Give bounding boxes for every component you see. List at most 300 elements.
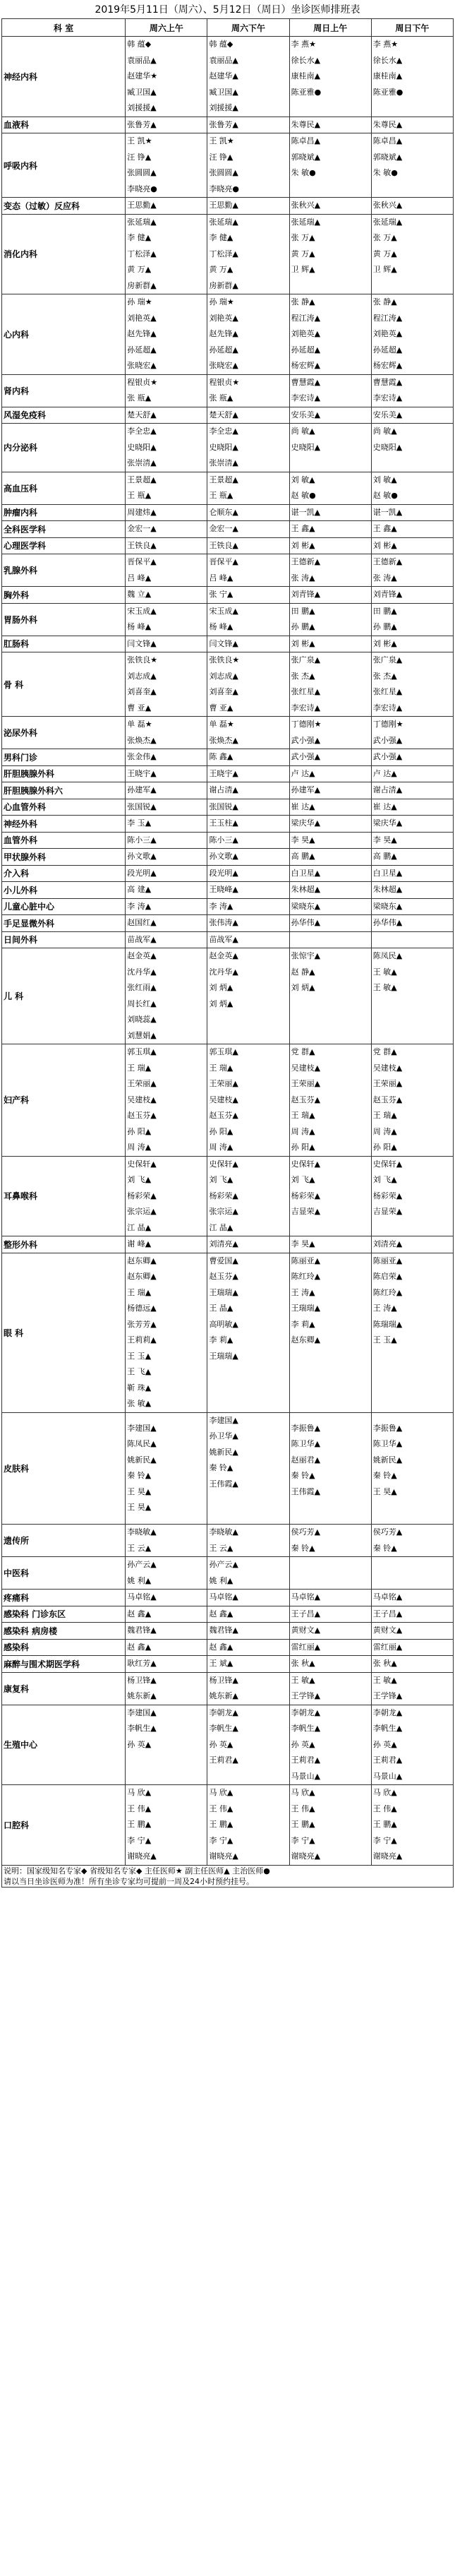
doctor-name: 谢晓亮▲ — [209, 1852, 238, 1861]
doctor-name: 赵玉芬▲ — [291, 1095, 321, 1104]
doctor-name: 史保轩▲ — [372, 1159, 403, 1169]
doctor-name: 刘 飞▲ — [209, 1175, 233, 1184]
doctor-name: 李 涛▲ — [127, 901, 152, 911]
doctor-slot — [207, 799, 289, 816]
doctor-name: 侯巧芳▲ — [372, 1527, 403, 1537]
dept-name: 疼痛科 — [2, 1590, 126, 1606]
doctor-name: 赵丽君▲ — [291, 1455, 321, 1465]
doctor-name: 王 昊▲ — [372, 1486, 397, 1496]
doctor-name — [373, 1364, 451, 1381]
doctor-slot — [371, 1412, 453, 1525]
doctor-slot — [126, 898, 207, 915]
table-row — [2, 1557, 454, 1590]
dept-name: 血液科 — [2, 117, 126, 133]
doctor-name — [373, 1012, 451, 1028]
doctor-slot — [207, 816, 289, 833]
doctor-name: 曹爱国▲ — [209, 1256, 238, 1265]
doctor-name: 刘 敏▲ — [291, 475, 315, 484]
doctor-name: 姚新民▲ — [372, 1455, 403, 1465]
doctor-name: 王 凯★ — [127, 136, 152, 145]
doctor-name: 李 玉▲ — [127, 818, 152, 828]
doctor-name: 张广泉▲ — [291, 655, 321, 664]
doctor-name: 魏君锋▲ — [209, 1626, 238, 1635]
table-row — [2, 603, 454, 636]
doctor-slot — [371, 587, 453, 604]
doctor-name — [373, 1028, 451, 1044]
doctor-slot — [371, 1705, 453, 1785]
doctor-name: 武小强▲ — [372, 752, 403, 761]
dept-name: 肝胆胰腺外科 — [2, 765, 126, 782]
doctor-slot — [207, 865, 289, 882]
doctor-name — [291, 996, 370, 1013]
doctor-name: 徐长水▲ — [372, 55, 403, 65]
doctor-name: 王 伟▲ — [372, 1803, 397, 1813]
doctor-name: 秦 铃▲ — [291, 1471, 315, 1481]
doctor-slot — [371, 832, 453, 849]
doctor-name: 金宏一▲ — [209, 524, 238, 533]
doctor-name: 尚 敏▲ — [291, 427, 315, 436]
doctor-name: 谢 峰▲ — [127, 1239, 152, 1248]
doctor-name: 高 建▲ — [127, 885, 152, 894]
doctor-name: 杨 峰▲ — [209, 622, 233, 631]
table-row — [2, 1156, 454, 1236]
doctor-name: 王 瑞▲ — [372, 1111, 397, 1120]
doctor-slot — [289, 587, 371, 604]
doctor-name: 张崇清▲ — [127, 458, 157, 467]
doctor-slot — [126, 717, 207, 749]
doctor-name: 李朝龙▲ — [209, 1707, 238, 1717]
doctor-name: 丁德刚★ — [291, 720, 322, 729]
doctor-name: 王 瓶▲ — [127, 491, 152, 500]
doctor-slot — [207, 472, 289, 504]
doctor-slot — [371, 407, 453, 424]
doctor-name: 马卓铭▲ — [291, 1592, 321, 1602]
table-row — [2, 931, 454, 948]
doctor-slot — [207, 1412, 289, 1525]
doctor-name: 沈丹华▲ — [209, 967, 238, 977]
doctor-slot — [289, 374, 371, 407]
doctor-name: 孙建军▲ — [127, 785, 157, 794]
doctor-slot — [371, 882, 453, 899]
doctor-name: 马卓铭▲ — [127, 1592, 157, 1602]
doctor-name: 王 凯★ — [209, 136, 234, 145]
doctor-name: 杨彩荣▲ — [209, 1191, 238, 1200]
doctor-name: 王 昊▲ — [127, 1503, 152, 1513]
doctor-slot — [207, 1639, 289, 1656]
doctor-name: 马 欣▲ — [209, 1788, 233, 1797]
table-row — [2, 1785, 454, 1866]
doctor-name: 袁丽品▲ — [127, 55, 157, 65]
table-row — [2, 1656, 454, 1673]
doctor-name: 陈凤民▲ — [372, 951, 403, 960]
table-row — [2, 554, 454, 587]
doctor-name: 康桂南▲ — [291, 71, 321, 80]
doctor-name: 张 涛▲ — [372, 573, 397, 583]
doctor-slot — [207, 537, 289, 554]
doctor-name: 卫 辉▲ — [372, 265, 397, 274]
doctor-slot — [207, 849, 289, 866]
doctor-name: 田 鹏▲ — [372, 606, 397, 616]
doctor-name: 谢占清▲ — [209, 785, 238, 794]
doctor-slot — [207, 554, 289, 587]
dept-name: 心血管外科 — [2, 799, 126, 816]
doctor-name: 马景山▲ — [372, 1771, 403, 1781]
doctor-slot — [207, 1656, 289, 1673]
doctor-name: 赵 敏● — [372, 491, 398, 500]
doctor-slot — [289, 472, 371, 504]
doctor-name — [291, 1364, 370, 1381]
doctor-name: 史保轩▲ — [291, 1159, 321, 1169]
doctor-name: 马 欣▲ — [127, 1788, 152, 1797]
doctor-name: 王 敏▲ — [372, 1675, 397, 1685]
doctor-name: 孙延超▲ — [291, 345, 321, 354]
doctor-name: 王 瑞▲ — [127, 1063, 152, 1073]
doctor-name: 刘 彬▲ — [291, 638, 315, 648]
doctor-name: 周 涛▲ — [372, 1126, 397, 1136]
doctor-name: 王 瓶▲ — [209, 491, 233, 500]
doctor-name: 张 瓶▲ — [209, 393, 233, 402]
doctor-name: 王学锋▲ — [291, 1691, 321, 1700]
doctor-slot — [371, 1044, 453, 1157]
table-row — [2, 1236, 454, 1253]
doctor-name: 王 瑞▲ — [209, 1063, 233, 1073]
table-row — [2, 765, 454, 782]
table-row — [2, 374, 454, 407]
doctor-name: 晋保平▲ — [127, 557, 157, 566]
doctor-slot — [371, 504, 453, 521]
doctor-name: 史晓阳▲ — [127, 442, 157, 452]
doctor-name: 刘艳英▲ — [372, 329, 403, 338]
doctor-slot — [207, 636, 289, 652]
doctor-name: 王 鹏▲ — [372, 1820, 397, 1829]
doctor-name: 赵 鑫▲ — [209, 1642, 233, 1652]
doctor-name: 马景山▲ — [291, 1771, 321, 1781]
doctor-name: 刘 炳▲ — [291, 983, 315, 992]
doctor-slot — [289, 214, 371, 294]
doctor-name: 朱尊民▲ — [372, 119, 403, 129]
doctor-name: 梁晓东▲ — [372, 901, 403, 911]
doctor-slot — [126, 198, 207, 215]
doctor-name: 刘喜奎▲ — [127, 687, 157, 696]
doctor-name: 谢晓亮▲ — [127, 1852, 157, 1861]
footer-row — [2, 1865, 454, 1887]
doctor-name — [373, 1349, 451, 1365]
doctor-name: 孙 瑞★ — [127, 297, 152, 306]
doctor-name: 王 玉▲ — [127, 1351, 152, 1361]
doctor-name: 谢占清▲ — [372, 785, 403, 794]
table-row — [2, 294, 454, 375]
doctor-name: 王瑞瑞▲ — [291, 1304, 321, 1313]
doctor-name — [291, 1349, 370, 1365]
doctor-name: 王 鹏▲ — [209, 1820, 233, 1829]
doctor-name — [373, 181, 451, 198]
doctor-slot — [126, 652, 207, 717]
doctor-name: 孙 阳▲ — [127, 1126, 152, 1136]
doctor-name: 房新群▲ — [209, 280, 238, 290]
doctor-name: 李帆生▲ — [127, 1724, 157, 1733]
doctor-name: 王铁良▲ — [127, 540, 157, 550]
table-row — [2, 816, 454, 833]
doctor-name: 陈卓昌▲ — [372, 136, 403, 145]
doctor-name: 高 鹏▲ — [291, 852, 315, 861]
doctor-name: 王 伟▲ — [127, 1803, 152, 1813]
doctor-name: 黄 万▲ — [209, 265, 233, 274]
schedule-table — [1, 18, 454, 1888]
doctor-name: 王荣丽▲ — [127, 1079, 157, 1088]
doctor-name: 白卫星▲ — [291, 868, 321, 878]
schedule-sheet — [1, 1, 454, 1888]
doctor-slot — [207, 133, 289, 198]
doctor-name: 李 宁▲ — [209, 1835, 233, 1845]
doctor-name: 王德新▲ — [372, 557, 403, 566]
doctor-slot — [207, 1623, 289, 1640]
dept-name: 泌尿外科 — [2, 717, 126, 749]
doctor-name: 张 秋▲ — [291, 1659, 315, 1668]
dept-name: 风湿免疫科 — [2, 407, 126, 424]
doctor-slot — [371, 1253, 453, 1412]
doctor-name: 张宗运▲ — [127, 1207, 157, 1216]
table-row — [2, 1705, 454, 1785]
doctor-name: 张晓宏▲ — [209, 361, 238, 370]
doctor-name: 魏 立▲ — [127, 590, 152, 599]
footer-note — [2, 1865, 454, 1887]
doctor-name — [291, 455, 370, 472]
doctor-name: 陈瑞瑞▲ — [372, 1319, 403, 1329]
doctor-name — [209, 1396, 287, 1412]
doctor-name: 姚东新▲ — [127, 1691, 157, 1700]
doctor-slot — [207, 424, 289, 472]
doctor-name: 张 宁▲ — [209, 590, 233, 599]
doctor-name: 王景超▲ — [127, 475, 157, 484]
doctor-slot — [289, 749, 371, 766]
doctor-name: 吴建枝▲ — [127, 1095, 157, 1104]
doctor-name: 史晓阳▲ — [209, 442, 238, 452]
doctor-slot — [207, 1156, 289, 1236]
doctor-name — [291, 1557, 370, 1573]
doctor-name — [291, 1012, 370, 1028]
dept-name: 神经内科 — [2, 37, 126, 117]
table-row — [2, 1412, 454, 1525]
doctor-name: 刘慧娟▲ — [127, 1030, 157, 1040]
table-row — [2, 37, 454, 117]
doctor-name — [291, 1028, 370, 1044]
doctor-slot — [289, 765, 371, 782]
doctor-slot — [207, 1590, 289, 1606]
doctor-slot — [126, 1785, 207, 1866]
doctor-name: 王学锋▲ — [372, 1691, 403, 1700]
table-row — [2, 198, 454, 215]
doctor-slot — [371, 1156, 453, 1236]
doctor-name: 吴建枝▲ — [372, 1063, 403, 1073]
doctor-name: 李宏诗▲ — [372, 393, 403, 402]
dept-name: 妇产科 — [2, 1044, 126, 1157]
dept-name: 手足显微外科 — [2, 915, 126, 932]
doctor-name: 孙 英▲ — [127, 1739, 152, 1749]
doctor-slot — [126, 849, 207, 866]
doctor-name — [209, 1012, 287, 1028]
table-row — [2, 1044, 454, 1157]
doctor-name: 吴建枝▲ — [209, 1095, 238, 1104]
doctor-slot — [371, 849, 453, 866]
doctor-slot — [207, 1044, 289, 1157]
doctor-name: 王德新▲ — [291, 557, 321, 566]
doctor-name: 王 鑫▲ — [372, 524, 397, 533]
doctor-name: 陈红玲▲ — [291, 1272, 321, 1281]
doctor-slot — [126, 1044, 207, 1157]
doctor-name: 宋玉成▲ — [209, 606, 238, 616]
doctor-name: 周长红▲ — [127, 998, 157, 1008]
doctor-name: 王瑞瑞▲ — [209, 1351, 238, 1361]
doctor-slot — [207, 832, 289, 849]
doctor-slot — [371, 717, 453, 749]
doctor-slot — [126, 948, 207, 1044]
dept-name: 肝胆胰腺外科六 — [2, 782, 126, 799]
doctor-name: 张 静▲ — [372, 297, 397, 306]
doctor-slot — [289, 117, 371, 133]
doctor-slot — [126, 117, 207, 133]
doctor-slot — [126, 799, 207, 816]
doctor-slot — [371, 554, 453, 587]
doctor-name: 赵东卿▲ — [127, 1256, 157, 1265]
doctor-name: 刘 炳▲ — [209, 998, 233, 1008]
doctor-slot — [126, 816, 207, 833]
doctor-slot — [371, 1525, 453, 1557]
doctor-slot — [289, 1044, 371, 1157]
doctor-slot — [207, 749, 289, 766]
doctor-name: 尚 敏▲ — [372, 427, 397, 436]
table-row — [2, 1590, 454, 1606]
doctor-slot — [289, 1639, 371, 1656]
dept-name: 胸外科 — [2, 587, 126, 604]
doctor-slot — [126, 37, 207, 117]
doctor-slot — [207, 765, 289, 782]
doctor-name: 谢晓亮▲ — [291, 1852, 321, 1861]
doctor-name: 李宏诗▲ — [291, 393, 321, 402]
doctor-name: 王 伟▲ — [291, 1803, 315, 1813]
doctor-name: 李 燕★ — [291, 40, 316, 49]
doctor-slot — [207, 374, 289, 407]
doctor-name: 李 涛▲ — [209, 901, 233, 911]
doctor-name: 朱 敏● — [372, 168, 398, 177]
table-row — [2, 832, 454, 849]
doctor-name: 刘喜奎▲ — [209, 687, 238, 696]
doctor-name: 史保轩▲ — [127, 1159, 157, 1169]
doctor-name: 江 晶▲ — [127, 1222, 152, 1232]
doctor-name: 赵先锋▲ — [127, 329, 157, 338]
doctor-name: 王子昌▲ — [372, 1609, 403, 1618]
doctor-slot — [207, 1525, 289, 1557]
doctor-slot — [289, 1557, 371, 1590]
doctor-slot — [371, 1606, 453, 1623]
doctor-name: 刘清亮▲ — [372, 1239, 403, 1248]
doctor-name: 陈卫华▲ — [372, 1439, 403, 1449]
doctor-name: 赵 鑫▲ — [127, 1609, 152, 1618]
doctor-name: 江 晶▲ — [209, 1222, 233, 1232]
doctor-name: 刘 彬▲ — [372, 638, 397, 648]
doctor-name: 朱林超▲ — [291, 885, 321, 894]
dept-name: 胃肠外科 — [2, 603, 126, 636]
doctor-name: 马卓铭▲ — [372, 1592, 403, 1602]
doctor-name: 赵玉芬▲ — [209, 1272, 238, 1281]
doctor-name: 谌一凯▲ — [291, 507, 321, 517]
doctor-slot — [371, 472, 453, 504]
doctor-slot — [126, 504, 207, 521]
doctor-name: 安乐美▲ — [372, 410, 403, 419]
doctor-name: 张红雨▲ — [127, 983, 157, 992]
doctor-name — [209, 1028, 287, 1044]
doctor-slot — [371, 1236, 453, 1253]
doctor-slot — [126, 1656, 207, 1673]
doctor-name: 李晓亮● — [127, 184, 157, 193]
legend-text: 说明：国家级知名专家◆ 省级知名专家◆ 主任医师★ 副主任医师▲ 主治医师● — [4, 1866, 270, 1876]
header-sat-am: 周六上午 — [126, 19, 207, 37]
doctor-name: 孙延超▲ — [127, 345, 157, 354]
doctor-name: 王 敏▲ — [291, 1675, 315, 1685]
doctor-slot — [289, 799, 371, 816]
doctor-slot — [289, 849, 371, 866]
doctor-name: 王 伟▲ — [209, 1803, 233, 1813]
dept-name: 口腔科 — [2, 1785, 126, 1866]
doctor-name — [291, 100, 370, 117]
doctor-name: 李 健▲ — [209, 233, 233, 242]
doctor-name: 王晓峰▲ — [209, 885, 238, 894]
doctor-slot — [126, 521, 207, 538]
doctor-slot — [126, 1236, 207, 1253]
doctor-name: 臧卫国▲ — [209, 87, 238, 97]
doctor-name: 郭晓斌▲ — [372, 152, 403, 162]
doctor-name: 刘艳英▲ — [291, 329, 321, 338]
doctor-name: 孙 鹏▲ — [372, 622, 397, 631]
doctor-slot — [289, 1525, 371, 1557]
doctor-slot — [371, 133, 453, 198]
doctor-name: 李全忠▲ — [127, 427, 157, 436]
doctor-name: 吉显荣▲ — [372, 1207, 403, 1216]
doctor-name: 陈启荣▲ — [372, 1272, 403, 1281]
doctor-name: 王 涛▲ — [372, 1304, 397, 1313]
doctor-name: 刘 炳▲ — [209, 983, 233, 992]
doctor-name: 闫文锋▲ — [209, 638, 238, 648]
doctor-name: 武小强▲ — [291, 752, 321, 761]
doctor-name: 赵金英▲ — [209, 951, 238, 960]
doctor-name: 周 涛▲ — [127, 1143, 152, 1152]
doctor-name: 韩 蕴◆ — [127, 40, 152, 49]
doctor-name: 孙延超▲ — [209, 345, 238, 354]
doctor-name: 李振鲁▲ — [372, 1423, 403, 1433]
dept-name: 男科门诊 — [2, 749, 126, 766]
doctor-slot — [289, 1672, 371, 1705]
doctor-name: 刘 敏▲ — [372, 475, 397, 484]
doctor-name: 程江涛▲ — [291, 313, 321, 323]
doctor-name: 闫文锋▲ — [127, 638, 157, 648]
doctor-name: 孙 英▲ — [291, 1739, 315, 1749]
doctor-name: 秦 铃▲ — [372, 1471, 397, 1481]
doctor-name: 曹慧霞▲ — [291, 377, 321, 387]
doctor-name: 侯巧芳▲ — [291, 1527, 321, 1537]
doctor-name: 王莉莉▲ — [127, 1335, 157, 1344]
doctor-name — [373, 100, 451, 117]
doctor-name: 程银贞★ — [127, 377, 158, 387]
doctor-name — [373, 1220, 451, 1236]
doctor-name: 孙华伟▲ — [372, 918, 403, 927]
doctor-name: 谢晓亮▲ — [372, 1852, 403, 1861]
doctor-name: 房新群▲ — [127, 280, 157, 290]
doctor-name: 王 鑫▲ — [291, 524, 315, 533]
doctor-slot — [126, 1525, 207, 1557]
doctor-name: 王 云▲ — [209, 1543, 233, 1553]
doctor-name: 王 斌▲ — [209, 1659, 233, 1668]
doctor-name: 臧卫国▲ — [127, 87, 157, 97]
doctor-name: 郭玉琪▲ — [127, 1047, 157, 1056]
